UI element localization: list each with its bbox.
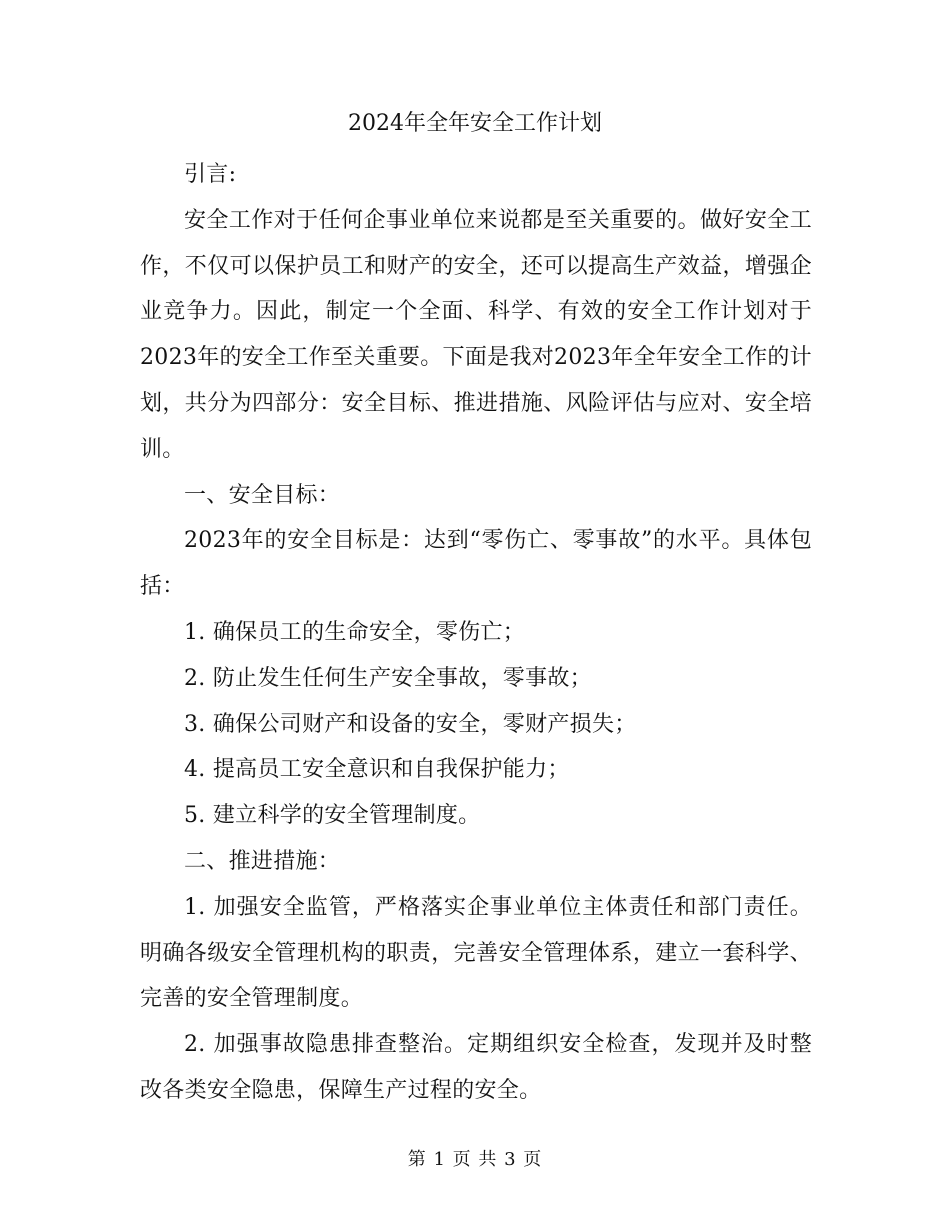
list-item-goal-4: 4. 提高员工安全意识和自我保护能力；: [184, 757, 570, 783]
section-heading-measures: 二、推进措施：: [184, 848, 341, 874]
section-heading-safety-goals: 一、安全目标：: [184, 482, 341, 508]
list-item-goal-3: 3. 确保公司财产和设备的安全，零财产损失；: [184, 711, 637, 737]
list-item-goal-1: 1. 确保员工的生命安全，零伤亡；: [184, 619, 526, 645]
paragraph-intro-heading: 引言:: [184, 162, 237, 187]
list-item-measure-2: 2. 加强事故隐患排查整治。定期组织安全检查，发现并及时整改各类安全隐患，保障生产过程的安全。: [140, 1032, 812, 1103]
document-title: 2024年全年安全工作计划: [348, 111, 602, 136]
list-item-measure-1: 1. 加强安全监管，严格落实企事业单位主体责任和部门责任。明确各级安全管理机构的职责，完善安全管理体系，建立一套科学、完善的安全管理制度。: [140, 894, 812, 1012]
list-item-goal-2: 2. 防止发生任何生产安全事故，零事故；: [184, 665, 592, 691]
paragraph-safety-goals: 2023年的安全目标是：达到“零伤亡、零事故”的水平。具体包括：: [140, 528, 812, 600]
paragraph-intro: 安全工作对于任何企事业单位来说都是至关重要的。做好安全工作，不仅可以保护员工和财产的安全，还可以提高生产效益，增强企业竞争力。因此，制定一个全面、科学、有效的安全工作计划对于2023年的安全工作至关重要。下面是我对2023年全年安全工作的计划，共分为四部分：安全目标、推进措施、风险评估与应对、安全培训。: [140, 207, 812, 462]
document-body: [140, 152, 812, 1114]
list-item-goal-5: 5. 建立科学的安全管理制度。: [184, 803, 481, 829]
page-footer: 第 1 页 共 3 页: [407, 1149, 543, 1170]
